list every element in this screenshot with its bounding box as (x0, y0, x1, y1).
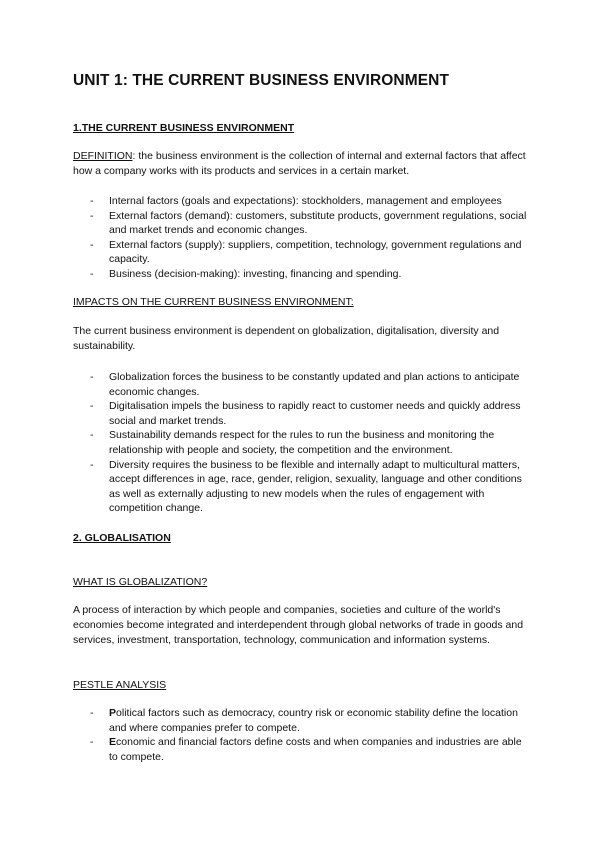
list-item: - Sustainability demands respect for the rules to run the business and monitoring the relationship with people and society, the competition and the environment. (90, 429, 495, 456)
list-item: - Internal factors (goals and expectations): stockholders, management and employees (90, 195, 502, 207)
impacts-intro: The current business environment is dependent on globalization, digitalisation, diversity and sustainability. (73, 325, 500, 352)
list-item: - External factors (supply): suppliers, competition, technology, government regulations and capacity. (90, 238, 522, 266)
definition-paragraph (73, 149, 528, 179)
list-item: - Diversity requires the business to be flexible and internally adapt to multicultural matters, accept differences in age, race, gender, religion, sexuality, language and other conditions as well as externally adjusting to new models when the rules of engagement with competition change. (90, 458, 522, 515)
list-item: - Globalization forces the business to be constantly updated and plan actions to anticipate economic changes. (90, 371, 520, 398)
list-item: - External factors (demand): customers, substitute products, government regulations, social and market trends and economic changes. (90, 209, 527, 237)
impacts-list (90, 370, 530, 516)
definition-label: DEFINITION (73, 150, 133, 162)
what-is-globalization-heading: WHAT IS GLOBALIZATION? (73, 576, 208, 588)
pestle-list (90, 706, 530, 764)
list-item: - Digitalisation impels the business to rapidly react to customer needs and quickly address social and market trends. (90, 400, 521, 427)
list-item: - Business (decision-making): investing, financing and spending. (90, 267, 402, 280)
list-item: - Political factors such as democracy, country risk or economic stability define the location and where companies prefer to compete. (90, 707, 518, 734)
pestle-heading: PESTLE ANALYSIS (73, 679, 167, 691)
list-item: - Economic and financial factors define costs and when companies and industries are able to compete. (90, 736, 522, 763)
globalization-definition: A process of interaction by which people and companies, societies and culture of the world's economies become integrated and interdependent through global networks of trade in goods and services, investment, transportation, technology, communication and information systems. (73, 604, 524, 646)
section-heading-2: 2. GLOBALISATION (73, 532, 171, 544)
factors-list (90, 194, 530, 282)
impacts-heading: IMPACTS ON THE CURRENT BUSINESS ENVIRONMENT: (73, 296, 354, 308)
section-heading-1: 1.THE CURRENT BUSINESS ENVIRONMENT (73, 122, 295, 134)
definition-text: : the business environment is the collection of internal and external factors that affect how a company works with its products and services in a certain market. (73, 150, 526, 177)
page-title: UNIT 1: THE CURRENT BUSINESS ENVIRONMENT (73, 72, 450, 89)
